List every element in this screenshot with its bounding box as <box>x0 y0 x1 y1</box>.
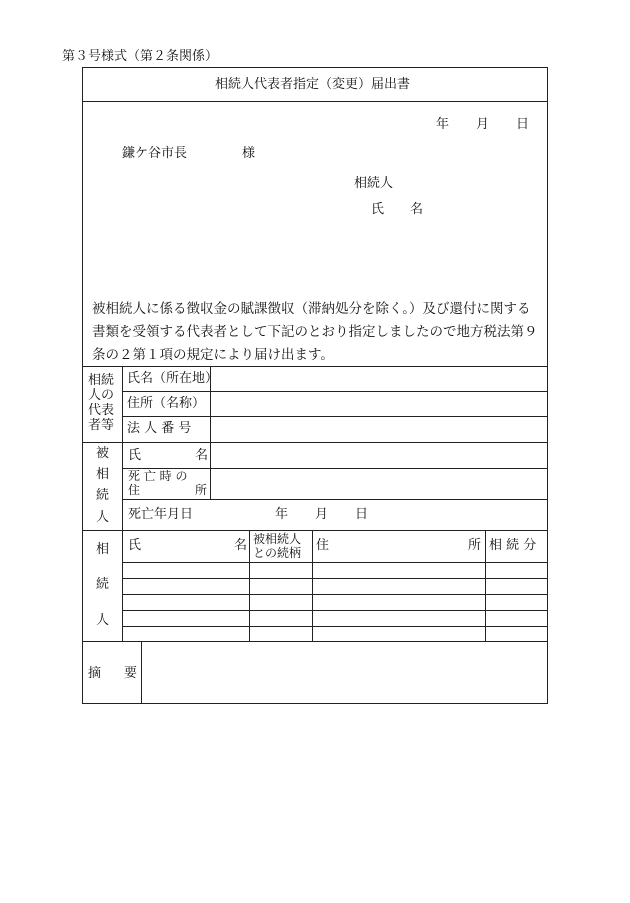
deceased-name-label-2: 名 <box>195 448 209 463</box>
deceased-address-label-line1: 死 亡 時 の <box>128 469 188 483</box>
date-day-label: 日 <box>516 117 530 132</box>
representative-group-label-2: 人の <box>88 388 115 403</box>
submitter-label: 相続人 <box>354 176 394 191</box>
document-title: 相続人代表者指定（変更）届出書 <box>215 77 411 92</box>
heirs-col-relation-1: 被相続人 <box>253 532 302 546</box>
heir-row-4[interactable] <box>124 612 546 625</box>
heirs-col-share: 相 続 分 <box>489 538 537 553</box>
submitter-name-label-1: 氏 <box>371 202 385 217</box>
heirs-col-relation-2: との続柄 <box>253 546 302 560</box>
submitter-name-label-2: 名 <box>410 202 424 217</box>
deceased-group-label-1: 被 <box>96 446 110 461</box>
representative-group-label-4: 者等 <box>88 418 115 433</box>
heirs-col-name-2: 名 <box>234 538 248 553</box>
representative-group-label-3: 代表 <box>88 403 115 418</box>
representative-group-label-1: 相続 <box>88 373 115 388</box>
deceased-group-label-4: 人 <box>96 510 110 525</box>
addressee-mayor: 鎌ケ谷市長 <box>122 146 188 161</box>
deceased-address-field[interactable] <box>212 470 546 498</box>
heirs-col-address-1: 住 <box>316 538 330 553</box>
summary-label-2: 要 <box>124 666 138 681</box>
representative-corp-number-field[interactable] <box>212 418 546 441</box>
section-divider-representative <box>82 366 548 367</box>
date-year-label: 年 <box>436 117 450 132</box>
body-line-2: 書類を受領する代表者として下記のとおり指定しましたので地方税法第９ <box>92 324 538 340</box>
heirs-group-label-3: 人 <box>96 613 110 628</box>
deceased-name-label-1: 氏 <box>128 448 142 463</box>
body-line-1: 被相続人に係る徴収金の賦課徴収（滞納処分を除く。）及び還付に関する <box>92 301 531 317</box>
date-month-label: 月 <box>476 117 490 132</box>
death-month-label: 月 <box>315 507 329 522</box>
representative-address-field[interactable] <box>212 393 546 415</box>
death-year-label: 年 <box>275 507 289 522</box>
representative-name-field[interactable] <box>212 368 546 390</box>
heir-row-5[interactable] <box>124 628 546 640</box>
deceased-address-label-line2b: 所 <box>195 483 208 497</box>
representative-address-label: 住所（名称） <box>127 396 206 411</box>
body-line-3: 条の２第１項の規定により届け出ます。 <box>92 347 334 363</box>
deceased-address-label-line2a: 住 <box>128 483 141 497</box>
death-date-label: 死亡年月日 <box>128 507 194 522</box>
heir-row-3[interactable] <box>124 596 546 609</box>
title-divider <box>82 101 548 102</box>
heir-row-1[interactable] <box>124 564 546 577</box>
heir-row-2[interactable] <box>124 580 546 593</box>
heirs-group-label-1: 相 <box>96 542 110 557</box>
heirs-group-label-2: 続 <box>96 577 110 592</box>
heirs-col-address-2: 所 <box>468 538 482 553</box>
deceased-name-field[interactable] <box>212 444 546 467</box>
death-day-label: 日 <box>355 507 369 522</box>
summary-field[interactable] <box>143 643 546 702</box>
representative-name-label: 氏名（所在地） <box>127 371 219 386</box>
deceased-group-label-3: 続 <box>96 488 110 503</box>
summary-label-1: 摘 <box>88 666 102 681</box>
deceased-group-label-2: 相 <box>96 467 110 482</box>
heirs-col-name-1: 氏 <box>128 538 142 553</box>
representative-corp-number-label: 法 人 番 号 <box>127 421 192 436</box>
form-number-label: 第３号様式（第２条関係） <box>62 49 219 64</box>
addressee-honorific: 様 <box>242 146 256 161</box>
